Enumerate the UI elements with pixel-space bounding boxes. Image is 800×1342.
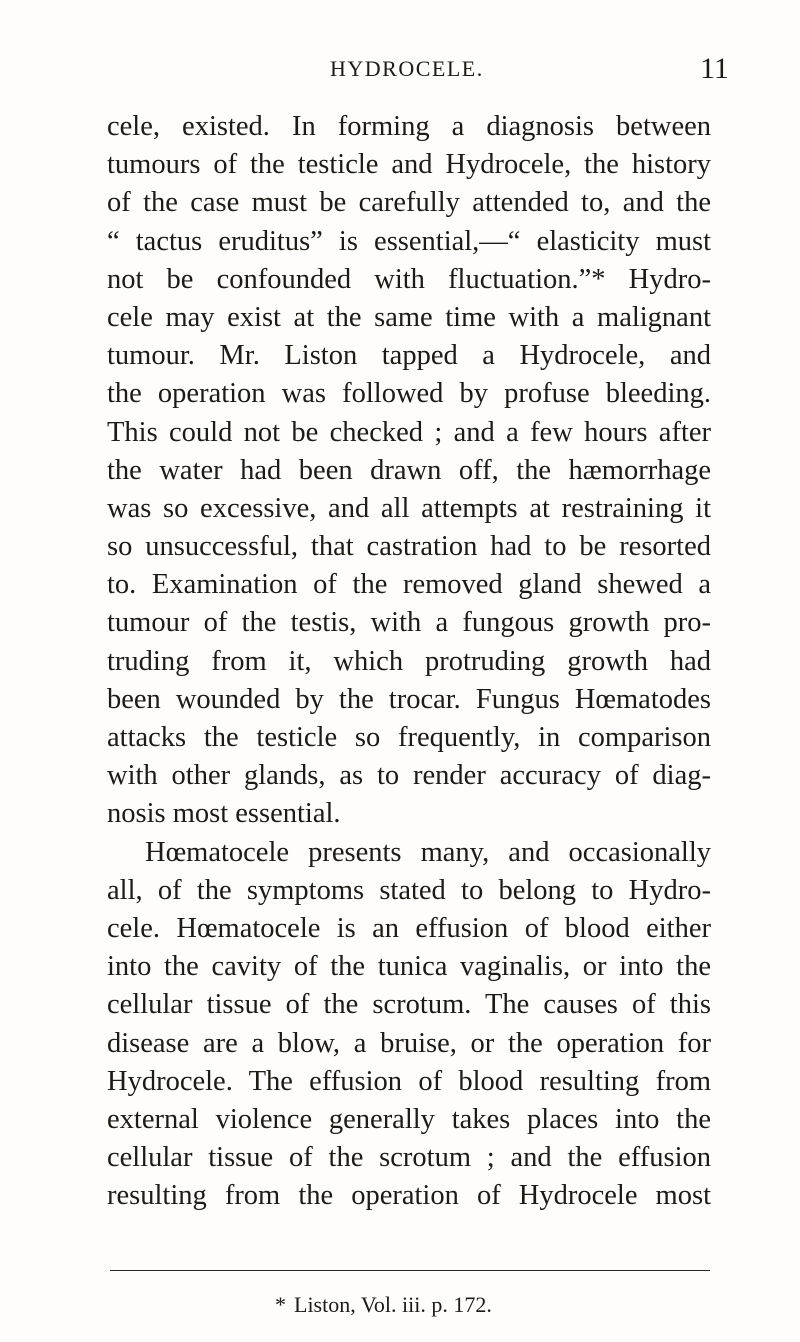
text-line: This could not be checked ; and a few hours after: [107, 416, 711, 448]
text-line: tumour of the testis, with a fungous growth pro-: [107, 607, 711, 639]
footnote-rule: [110, 1270, 710, 1271]
text-line: disease are a blow, a bruise, or the operation for: [107, 1027, 711, 1059]
running-head: HYDROCELE.: [330, 56, 484, 81]
text-line: cele may exist at the same time with a malignant: [107, 301, 711, 333]
text-line: Hydrocele. The effusion of blood resulting from: [107, 1065, 711, 1097]
text-line: the water had been drawn off, the hæmorrhage: [107, 454, 711, 486]
text-line: cellular tissue of the scrotum ; and the effusion: [107, 1142, 711, 1174]
page-number: 11: [700, 52, 729, 85]
text-line: “ tactus eruditus” is essential,—“ elasticity must: [107, 225, 711, 257]
text-line: attacks the testicle so frequently, in comparison: [107, 722, 711, 753]
text-line: of the case must be carefully attended to, and the: [107, 187, 711, 219]
text-line: cele, existed. In forming a diagnosis between: [107, 111, 711, 142]
body-text: [107, 108, 711, 1215]
text-line: resulting from the operation of Hydrocele most: [107, 1180, 711, 1212]
footnote: [275, 1292, 492, 1318]
text-line: cellular tissue of the scrotum. The causes of this: [107, 989, 711, 1021]
footnote-mark: *: [275, 1292, 286, 1317]
footnote-text: Liston, Vol. iii. p. 172.: [294, 1292, 492, 1317]
paragraph-start-line: Hœmatocele presents many, and occasionally: [145, 836, 711, 868]
text-line: to. Examination of the removed gland shewed a: [107, 569, 711, 601]
text-line: external violence generally takes places into the: [107, 1103, 711, 1135]
text-line: not be confounded with fluctuation.”* Hydro-: [107, 263, 711, 295]
text-line: the operation was followed by profuse bleeding.: [107, 378, 711, 410]
text-line: cele. Hœmatocele is an effusion of blood either: [107, 912, 711, 944]
text-line: tumour. Mr. Liston tapped a Hydrocele, and: [107, 340, 711, 372]
text-line: so unsuccessful, that castration had to be resorted: [107, 531, 711, 563]
paragraph-end-line: nosis most essential.: [107, 798, 341, 830]
text-line: been wounded by the trocar. Fungus Hœmatodes: [107, 683, 711, 715]
text-line: with other glands, as to render accuracy of diag-: [107, 760, 711, 792]
page-header: [0, 50, 800, 90]
text-line: truding from it, which protruding growth had: [107, 645, 711, 677]
text-line: was so excessive, and all attempts at restraining it: [107, 492, 711, 524]
text-line: tumours of the testicle and Hydrocele, the history: [107, 149, 711, 181]
text-line: into the cavity of the tunica vaginalis, or into the: [107, 951, 711, 983]
text-line: all, of the symptoms stated to belong to Hydro-: [107, 874, 711, 906]
